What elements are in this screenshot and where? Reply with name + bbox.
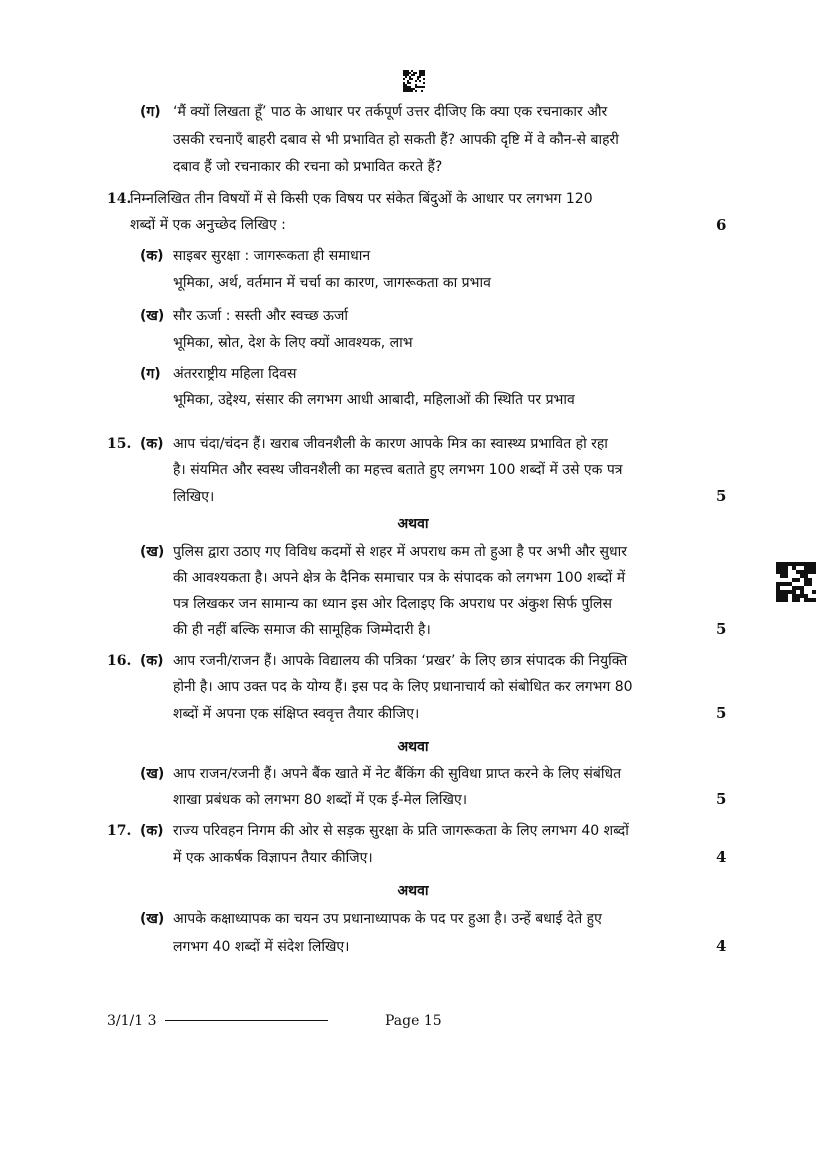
q15-a-line-3: लिखिए। — [173, 489, 215, 505]
q14-option-c-points: भूमिका, उद्देश्य, संसार की लगभग आधी आबादी, महिलाओं की स्थिति पर प्रभाव — [173, 392, 575, 408]
q17-b-marks: 4 — [716, 937, 727, 955]
q14-option-b-title: सौर ऊर्जा : सस्ती और स्वच्छ ऊर्जा — [173, 308, 349, 324]
q14-line-2: शब्दों में एक अनुच्छेद लिखिए : — [130, 217, 286, 233]
q17-a-line-1: राज्य परिवहन निगम की ओर से सड़क सुरक्षा के प्रति जागरूकता के लिए लगभग 40 शब्दों — [173, 823, 629, 839]
q14-option-c-title: अंतरराष्ट्रीय महिला दिवस — [173, 366, 297, 382]
q14-option-a-label: (क) — [140, 248, 164, 264]
q14-option-b-points: भूमिका, स्रोत, देश के लिए क्यों आवश्यक, लाभ — [173, 335, 413, 351]
q15-b-line-4: की ही नहीं बल्कि समाज की सामूहिक जिम्मेदारी है। — [173, 622, 431, 638]
q14-option-a-title: साइबर सुरक्षा : जागरूकता ही समाधान — [173, 248, 371, 264]
q14-option-c-label: (ग) — [140, 366, 161, 382]
q17-b-label: (ख) — [140, 911, 165, 927]
q14-marks: 6 — [716, 216, 727, 234]
q16-or-label: अथवा — [397, 739, 429, 755]
q16-b-line-2: शाखा प्रबंधक को लगभग 80 शब्दों में एक ई-मेल लिखिए। — [173, 792, 468, 808]
q17-a-label: (क) — [140, 823, 164, 839]
q16-a-line-2: होनी है। आप उक्त पद के योग्य हैं। इस पद के लिए प्रधानाचार्य को संबोधित कर लगभग 80 — [173, 679, 633, 695]
q16-a-label: (क) — [140, 653, 164, 669]
q16-a-marks: 5 — [716, 704, 727, 722]
q13-line-3: दबाव हैं जो रचनाकार की रचना को प्रभावित करते हैं? — [173, 159, 443, 175]
q13-line-2: उसकी रचनाएँ बाहरी दबाव से भी प्रभावित हो सकती हैं? आपकी दृष्टि में वे कौन-से बाहरी — [173, 132, 619, 148]
q13-option-label: (ग) — [140, 104, 161, 120]
q16-number: 16. — [107, 653, 132, 669]
q15-a-line-1: आप चंदा/चंदन हैं। खराब जीवनशैली के कारण आपके मित्र का स्वास्थ्य प्रभावित हो रहा — [173, 436, 608, 452]
q16-a-line-3: शब्दों में अपना एक संक्षिप्त स्ववृत्त तैयार कीजिए। — [173, 706, 420, 722]
page-number: Page 15 — [385, 1013, 442, 1029]
q15-a-label: (क) — [140, 436, 164, 452]
q17-b-line-1: आपके कक्षाध्यापक का चयन उप प्रधानाध्यापक के पद पर हुआ है। उन्हें बधाई देते हुए — [173, 911, 602, 927]
q17-b-line-2: लगभग 40 शब्दों में संदेश लिखिए। — [173, 939, 350, 955]
qr-code-top — [403, 70, 425, 92]
q16-a-line-1: आप रजनी/राजन हैं। आपके विद्यालय की पत्रिका ‘प्रखर’ के लिए छात्र संपादक की नियुक्ति — [173, 653, 628, 669]
q15-a-marks: 5 — [716, 487, 727, 505]
q14-number: 14. — [107, 191, 132, 207]
q15-b-label: (ख) — [140, 544, 165, 560]
q16-b-line-1: आप राजन/रजनी हैं। अपने बैंक खाते में नेट बैंकिंग की सुविधा प्राप्त करने के लिए संबंधित — [173, 766, 622, 782]
q15-b-line-2: की आवश्यकता है। अपने क्षेत्र के दैनिक समाचार पत्र के संपादक को लगभग 100 शब्दों में — [173, 570, 626, 586]
q15-or-label: अथवा — [397, 516, 429, 532]
q14-option-b-label: (ख) — [140, 308, 165, 324]
q14-line-1: निम्नलिखित तीन विषयों में से किसी एक विषय पर संकेत बिंदुओं के आधार पर लगभग 120 — [130, 191, 593, 207]
q17-a-line-2: में एक आकर्षक विज्ञापन तैयार कीजिए। — [173, 850, 373, 866]
paper-code: 3/1/1 3 — [107, 1013, 157, 1029]
q15-number: 15. — [107, 436, 132, 452]
q13-line-1: ‘मैं क्यों लिखता हूँ’ पाठ के आधार पर तर्कपूर्ण उत्तर दीजिए कि क्या एक रचनाकार और — [173, 104, 608, 120]
footer-rule — [165, 1020, 328, 1021]
q15-b-line-3: पत्र लिखकर जन सामान्य का ध्यान इस ओर दिलाइए कि अपराध पर अंकुश सिर्फ पुलिस — [173, 596, 612, 612]
q15-b-marks: 5 — [716, 620, 727, 638]
qr-code-side — [776, 562, 816, 602]
q16-b-label: (ख) — [140, 766, 165, 782]
q17-number: 17. — [107, 823, 132, 839]
q15-a-line-2: है। संयमित और स्वस्थ जीवनशैली का महत्त्व बताते हुए लगभग 100 शब्दों में उसे एक पत्र — [173, 462, 623, 478]
q16-b-marks: 5 — [716, 790, 727, 808]
q17-a-marks: 4 — [716, 848, 727, 866]
q14-option-a-points: भूमिका, अर्थ, वर्तमान में चर्चा का कारण, जागरूकता का प्रभाव — [173, 275, 491, 291]
q17-or-label: अथवा — [397, 883, 429, 899]
q15-b-line-1: पुलिस द्वारा उठाए गए विविध कदमों से शहर में अपराध कम तो हुआ है पर अभी और सुधार — [173, 544, 627, 560]
